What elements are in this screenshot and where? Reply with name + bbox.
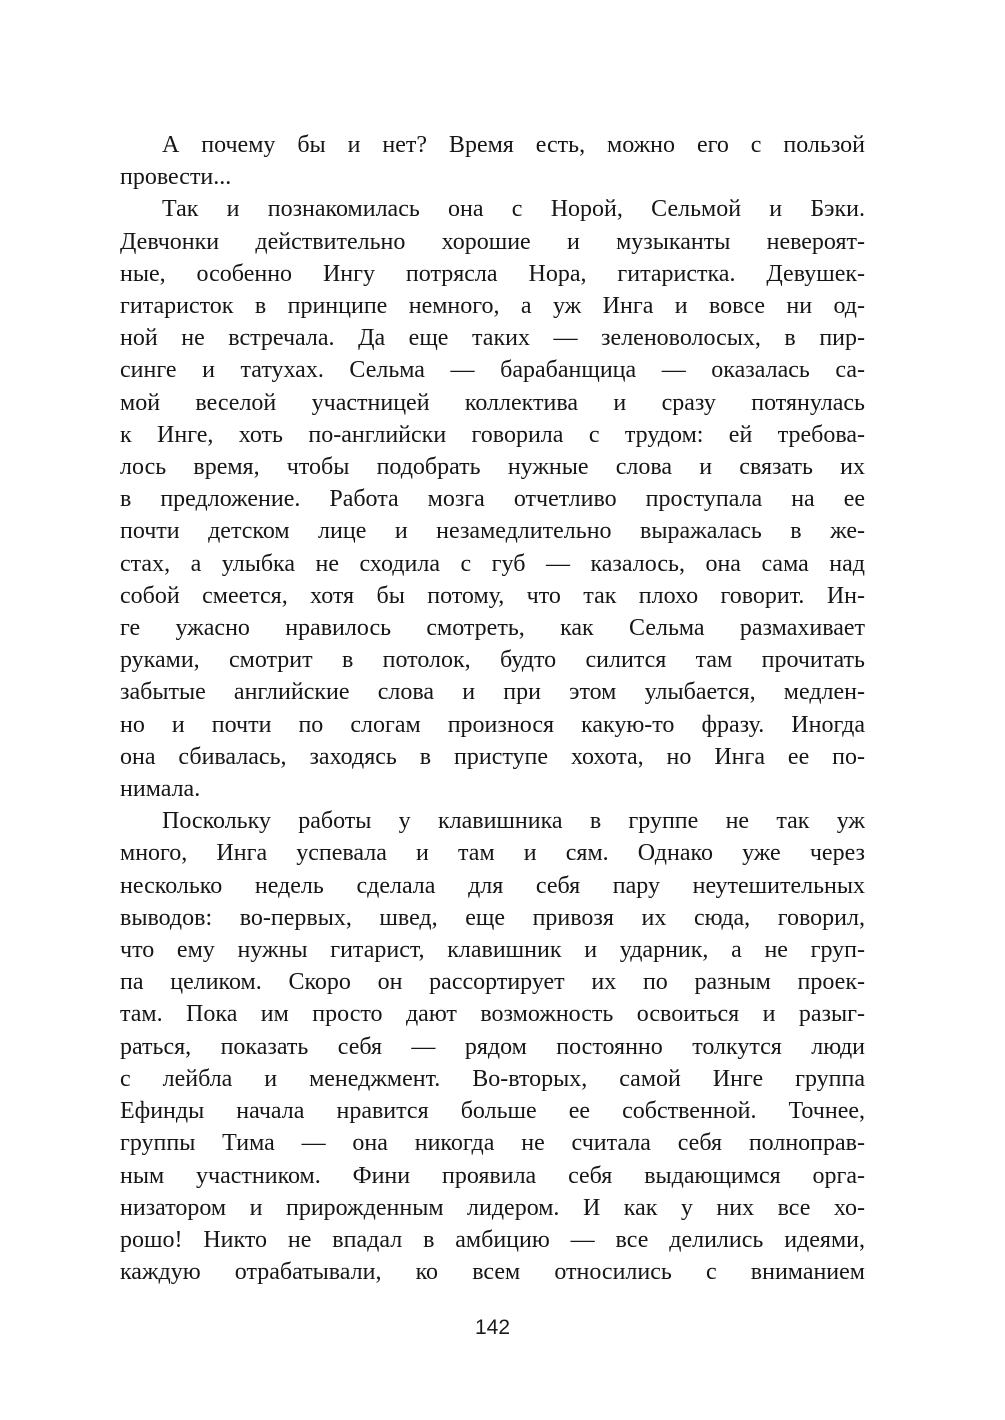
text-line: Поскольку работы у клавишника в группе не так уж <box>162 808 865 835</box>
text-line: каждую отрабатывали, ко всем относились с вниманием <box>120 1259 865 1286</box>
text-line: низатором и прирожденным лидером. И как у них все хо- <box>120 1194 865 1221</box>
page-number: 142 <box>474 1316 511 1339</box>
text-line: ные, особенно Ингу потрясла Нора, гитаристка. Девушек- <box>120 260 865 287</box>
text-line: раться, показать себя — рядом постоянно толкутся люди <box>120 1033 865 1060</box>
text-line: ным участником. Фини проявила себя выдающимся орга- <box>120 1162 865 1189</box>
text-line: нимала. <box>120 776 201 803</box>
text-line: группы Тима — она никогда не считала себя полноправ- <box>120 1130 865 1157</box>
text-line: стах, а улыбка не сходила с губ — казалось, она сама над <box>120 550 865 577</box>
text-block <box>120 129 865 1288</box>
text-line: ге ужасно нравилось смотреть, как Сельма размахивает <box>120 615 865 642</box>
text-line: синге и татухах. Сельма — барабанщица — оказалась са- <box>120 357 865 384</box>
text-line: к Инге, хоть по-английски говорила с трудом: ей требова- <box>120 421 865 448</box>
text-line: много, Инга успевала и там и сям. Однако уже через <box>120 840 865 867</box>
text-line: она сбивалась, заходясь в приступе хохота, но Инга ее по- <box>120 743 865 770</box>
text-line: почти детском лице и незамедлительно выражалась в же- <box>120 518 865 545</box>
text-line: что ему нужны гитарист, клавишник и ударник, а не груп- <box>120 937 865 964</box>
text-line: в предложение. Работа мозга отчетливо проступала на ее <box>120 486 865 513</box>
text-line: там. Пока им просто дают возможность освоиться и разыг- <box>120 1001 865 1028</box>
text-line: провести... <box>120 164 232 191</box>
text-line: мой веселой участницей коллектива и сразу потянулась <box>120 389 865 416</box>
text-line: но и почти по слогам произнося какую-то фразу. Иногда <box>120 711 865 738</box>
paragraph <box>120 193 865 805</box>
text-line: па целиком. Скоро он рассортирует их по разным проек- <box>120 969 865 996</box>
text-line: гитаристок в принципе немного, а уж Инга и вовсе ни од- <box>120 293 865 320</box>
text-line: ной не встречала. Да еще таких — зеленоволосых, в пир- <box>120 325 865 352</box>
text-line: Девчонки действительно хорошие и музыканты невероят- <box>120 228 865 255</box>
paragraph <box>120 129 865 193</box>
text-line: несколько недель сделала для себя пару неутешительных <box>120 872 865 899</box>
text-line: Ефинды начала нравится больше ее собственной. Точнее, <box>120 1098 865 1125</box>
text-line: А почему бы и нет? Время есть, можно его с пользой <box>162 132 865 158</box>
text-line: руками, смотрит в потолок, будто силится там прочитать <box>120 647 865 674</box>
text-line: собой смеется, хотя бы потому, что так плохо говорит. Ин- <box>120 582 865 609</box>
text-line: Так и познакомилась она с Норой, Сельмой и Бэки. <box>162 196 865 223</box>
text-line: с лейбла и менеджмент. Во-вторых, самой Инге группа <box>120 1065 865 1092</box>
text-line: выводов: во-первых, швед, еще привозя их сюда, говорил, <box>120 904 865 931</box>
text-line: лось время, чтобы подобрать нужные слова и связать их <box>120 454 865 481</box>
text-line: рошо! Никто не впадал в амбицию — все делились идеями, <box>120 1226 865 1253</box>
paragraph <box>120 805 865 1288</box>
text-line: забытые английские слова и при этом улыбается, медлен- <box>120 679 865 706</box>
